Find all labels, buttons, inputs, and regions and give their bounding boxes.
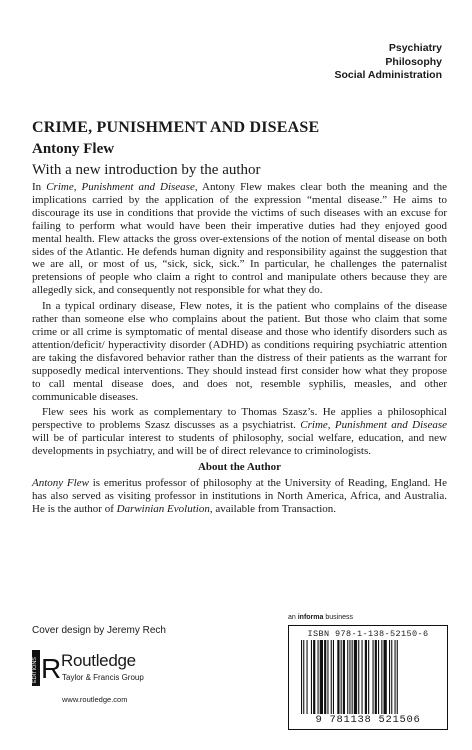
blurb-paragraph-3: Flew sees his work as complementary to Thomas Szasz’s. He applies a philosophical perspective to problems Szasz discusses as a psychiatrist. Crime, Punishment and Disease will be of particular interest to students of philosophy, social welfare, education, and new developments in psychiatry, and will be of direct relevance to criminologists. xyxy=(32,406,447,458)
cover-design-credit: Cover design by Jeremy Rech xyxy=(32,625,166,636)
barcode-box xyxy=(288,625,448,730)
subject-categories xyxy=(334,42,442,83)
blurb-paragraph-1: In Crime, Punishment and Disease, Antony Flew makes clear both the meaning and the implications carried by the application of the expression “mental disease.” He aims to discourage its use in conditions that provide the victims of such diseases with an excuse for failing to perform what would have been their imperative duties had they enjoyed good mental health. Flew attacks the gross over-extensions of the notion of mental disease on both sides of the Atlantic. He defends human dignity and responsibility against the suggestion that we are all, or most of us, “sick, sick, sick.” In particular, he challenges the paternalist pretensions of people who claim a right to control and manipulate others because they are allegedly sick, and consequently not responsible for what they do. xyxy=(32,181,447,297)
subject-philosophy: Philosophy xyxy=(385,55,442,68)
title-block xyxy=(32,118,447,180)
svg-text:EDITIONS: EDITIONS xyxy=(32,657,38,683)
svg-text:R: R xyxy=(41,653,62,684)
about-author-text: Antony Flew is emeritus professor of philosophy at the University of Reading, England. He has also served as visiting professor in institutions in North America, Africa, and Australia. He is the author of Darwinian Evolution, available from Transaction. xyxy=(32,476,448,515)
publisher-url: www.routledge.com xyxy=(62,695,128,704)
publisher-group: Taylor & Francis Group xyxy=(62,673,144,682)
routledge-logo-icon xyxy=(32,650,62,686)
barcode-digits: 9 781138 521506 xyxy=(315,714,421,726)
blurb-paragraph-2: In a typical ordinary disease, Flew notes, it is the patient who complains of the disease rather than someone else who complains about the patient. But those who claim that some crime or all crime is symptomatic of mental disease and those who identify disorders such as attention/deficit/ hyperactivity disorder (ADHD) as conditions requiring psychiatric attention are taking the disfavored behavior rather than the distress of their patients as the warrant for supposedly medical interventions. They should instead first consider how what they propose to call mental disease does, and does not, resemble syphilis, measles, and other communicable diseases. xyxy=(32,300,447,403)
blurb xyxy=(32,181,447,519)
book-author: Antony Flew xyxy=(32,141,115,157)
barcode-icon xyxy=(301,640,435,714)
subject-social-administration: Social Administration xyxy=(334,69,442,81)
publisher-block xyxy=(32,650,232,720)
book-title: CRIME, PUNISHMENT AND DISEASE xyxy=(32,119,320,136)
isbn-label: ISBN 978-1-138-52150-6 xyxy=(307,629,429,639)
subject-psychiatry: Psychiatry xyxy=(388,42,442,54)
about-author-heading: About the Author xyxy=(197,461,282,474)
edition-note: With a new introduction by the author xyxy=(32,162,261,178)
publisher-name: Routledge xyxy=(61,651,136,670)
informa-business-label: an informa business xyxy=(288,614,353,621)
